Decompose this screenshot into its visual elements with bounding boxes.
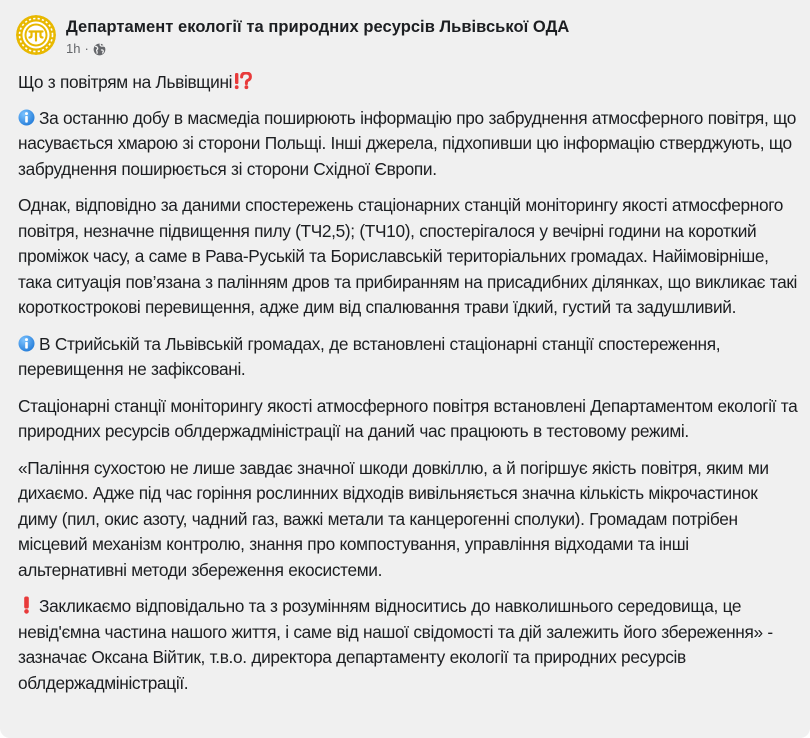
avatar[interactable] [16, 15, 56, 55]
paragraph-text: В Стрийській та Львівській громадах, де встановлені стаціонарні станції спостереження, перевищення не зафіксовані. [18, 333, 721, 379]
post-paragraph [18, 594, 798, 696]
post-paragraph [18, 332, 798, 383]
post-meta [66, 41, 569, 57]
info-icon [18, 109, 35, 126]
paragraph-text: За останню добу в масмедіа поширюють інформацію про забруднення атмосферного повітря, що насувається хмарою зі сторони Польщі. Інші джерела, підхопивши цю інформацію стверджують, що забруднення поширюється зі сторони Східної Європи. [18, 107, 796, 179]
page-name-link[interactable]: Департамент екології та природних ресурсів Львівської ОДА [66, 18, 570, 36]
post-paragraph [18, 456, 798, 584]
post-timestamp[interactable]: 1h [66, 41, 81, 56]
paragraph-text: Що з повітрям на Львівщині [18, 72, 233, 92]
info-icon [18, 335, 35, 352]
post-paragraph [18, 394, 798, 445]
paragraph-text: Закликаємо відповідально та з розумінням відноситись до навколишнього середовища, це невід'ємна частина нашого життя, і саме від нашої свідомості та дій залежить його збереження» - зазначає Оксана Війтик, т.в.о. директора департаменту екології та природних ресурсів облдержадміністрації. [18, 596, 773, 693]
globe-icon[interactable] [93, 43, 106, 56]
paragraph-text: «Паління сухостою не лише завдає значної шкоди довкіллю, а й погіршує якість повітря, яким ми дихаємо. Адже під час горіння рослинних відходів вивільняється значна кількість мікрочастинок диму (пил, окис азоту, чадний газ, важкі метали та канцерогенні сполуки). Громадам потрібен місцевий механізм контролю, знання про компостування, управління відходами та інші альтернативні методи збереження екосистеми. [18, 457, 769, 580]
post-paragraph [18, 193, 798, 321]
post-header-text [66, 17, 569, 57]
interrobang-icon [233, 72, 252, 90]
exclamation-icon [20, 596, 33, 614]
post-paragraph [18, 70, 798, 96]
post-header [16, 15, 569, 57]
post-body [18, 70, 798, 707]
meta-separator: · [84, 41, 89, 56]
paragraph-text: Однак, відповідно за даними спостережень стаціонарних станцій моніторингу якості атмосферного повітря, незначне підвищення пилу (ТЧ2,5); (ТЧ10), спостерігалося у вечірні години на короткий проміжок часу, а саме в Рава-Руській та Бориславській територіальних громадах. Найімовірніше, така ситуація пов’язана з палінням дров та прибиранням на присадибних ділянках, що викликає такі короткострокові перевищення, адже дим від спалювання трави їдкий, густий та задушливий. [18, 195, 798, 317]
paragraph-text: Стаціонарні станції моніторингу якості атмосферного повітря встановлені Департаментом екології та природних ресурсів облдержадміністрації на даний час працюють в тестовому режимі. [18, 395, 798, 441]
post-paragraph [18, 106, 798, 183]
